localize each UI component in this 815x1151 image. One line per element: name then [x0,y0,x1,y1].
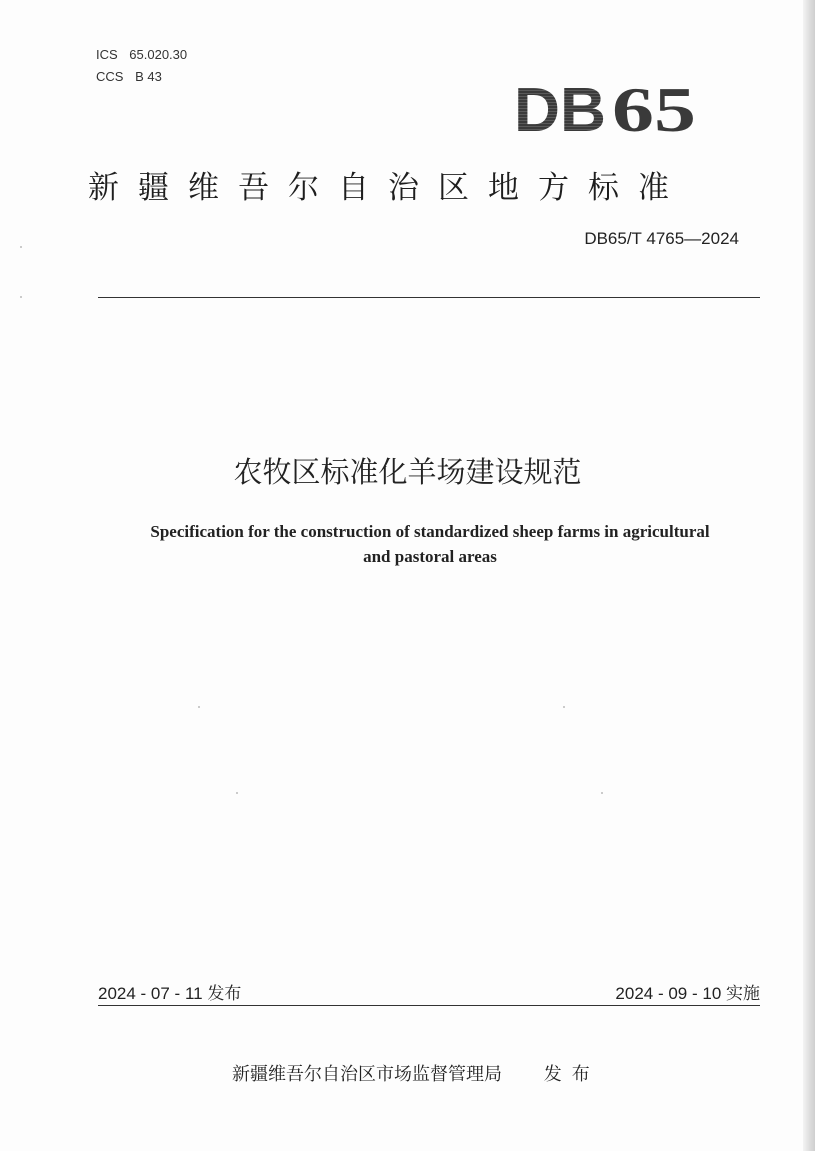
ics-label: ICS [96,47,118,62]
scan-speck [198,706,200,708]
logo-number: 65 [612,78,696,140]
publisher-verb: 发布 [543,1064,600,1085]
ics-code-row [96,44,187,66]
ccs-code-row [96,66,187,88]
logo-letters: DB [514,78,606,140]
scan-speck [20,246,22,248]
title-english-line-2: and pastoral areas [363,547,497,566]
ccs-value: B 43 [135,69,162,84]
header-divider [98,297,760,298]
ccs-label: CCS [96,69,124,84]
implementation-date: 2024 - 09 - 10 实施 [615,984,760,1003]
footer-divider [98,1005,760,1006]
scan-speck [563,706,565,708]
issue-date: 2024 - 07 - 11 发布 [98,984,242,1003]
scan-edge-shadow [803,0,815,1151]
title-chinese: 农牧区标准化羊场建设规范 [233,455,582,489]
db65-logo [514,78,704,140]
publisher-line [232,1060,600,1086]
scan-speck [20,296,22,298]
scan-speck [601,792,603,794]
dates-row [98,979,760,1005]
agency-title: 新疆维吾尔自治区地方标准 [88,170,688,206]
standard-number: DB65/T 4765—2024 [584,229,739,248]
scan-speck [236,792,238,794]
title-english-line-1: Specification for the construction of standardized sheep farms in agricultural [150,522,710,541]
title-english [90,519,770,569]
ics-value: 65.020.30 [129,47,188,62]
publisher-name: 新疆维吾尔自治区市场监督管理局 [232,1064,502,1085]
classification-codes [96,44,187,88]
